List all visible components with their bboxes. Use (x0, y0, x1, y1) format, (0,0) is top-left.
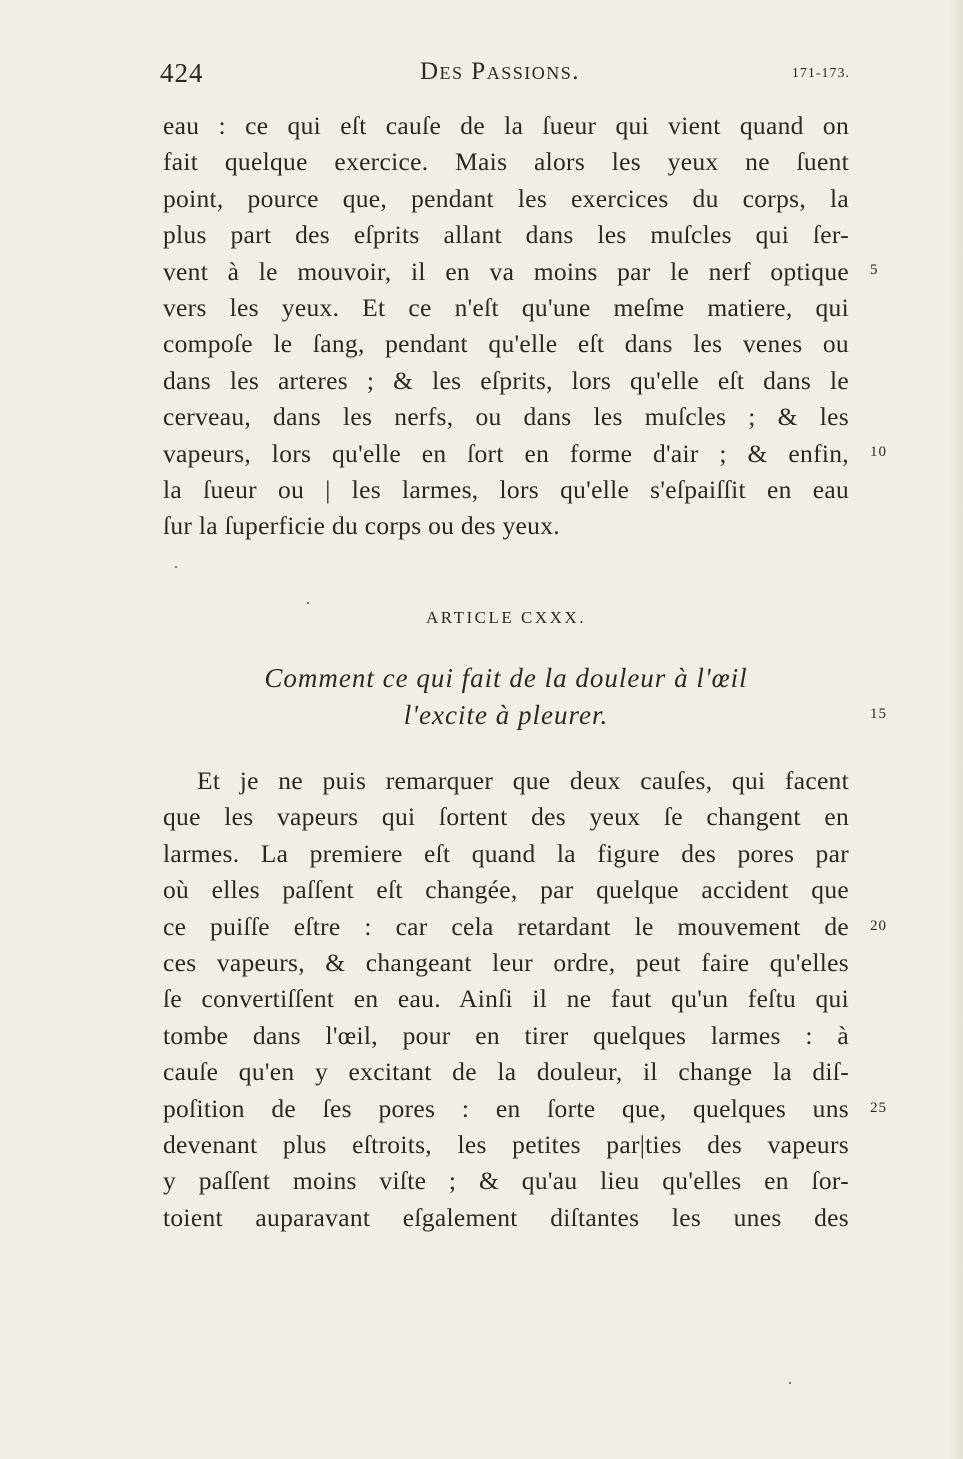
ink-speck (789, 1382, 791, 1384)
text-line: plus part des eſprits allant dans les muſcles qui ſer- (163, 220, 849, 250)
text-line: eau : ce qui eſt cauſe de la ſueur qui vient quand on (163, 111, 849, 140)
paragraph-continued (163, 108, 849, 545)
ink-speck (307, 602, 309, 604)
line-number: 25 (870, 1100, 887, 1116)
article-heading: ARTICLE CXXX. (426, 608, 586, 627)
text-line: point, pource que, pendant les exercices du corps, la (163, 183, 849, 213)
text-line: que les vapeurs qui ſortent des yeux ſe changent en (163, 802, 849, 832)
article-title-line: l'excite à pleurer. (403, 700, 609, 730)
line-number: 20 (870, 918, 887, 934)
text-line: où elles paſſent eſt changée, par quelque accident que (163, 875, 849, 905)
text-line: la ſueur ou | les larmes, lors qu'elle s'eſpaiſſit en eau (163, 474, 849, 504)
text-line: toient auparavant eſgalement diſtantes les unes des (163, 1202, 849, 1232)
text-line: ces vapeurs, & changeant leur ordre, peut faire qu'elles (163, 947, 849, 977)
page-edge (949, 0, 963, 1459)
article-paragraph (163, 763, 849, 1236)
text-line: vapeurs, lors qu'elle en ſort en forme d'air ; & enfin, (163, 438, 849, 468)
text-line: Et je ne puis remarquer que deux cauſes, qui facent (197, 766, 849, 795)
article-reference: 171-173. (791, 66, 850, 81)
text-line: compoſe le ſang, pendant qu'elle eſt dans les venes ou (163, 329, 849, 359)
page-number: 424 (160, 58, 204, 88)
text-line: cerveau, dans les nerfs, ou dans les muſcles ; & les (163, 402, 849, 432)
page-header (160, 58, 850, 92)
text-line: vent à le mouvoir, il en va moins par le nerf optique (163, 256, 849, 286)
text-line: cauſe qu'en y excitant de la douleur, il change la diſ- (163, 1057, 849, 1087)
text-line: larmes. La premiere eſt quand la figure des pores par (163, 838, 849, 868)
line-number: 15 (870, 706, 887, 722)
text-line: dans les arteres ; & les eſprits, lors qu'elle eſt dans le (163, 365, 849, 395)
text-line: poſition de ſes pores : en ſorte que, quelques uns (163, 1093, 849, 1123)
text-line: y paſſent moins viſte ; & qu'au lieu qu'elles en ſor- (163, 1166, 849, 1196)
text-line: ſur la ſuperficie du corps ou des yeux. (163, 511, 560, 541)
article-title-line: Comment ce qui fait de la douleur à l'œil (264, 663, 748, 693)
text-line: ce puiſſe eſtre : car cela retardant le mouvement de (163, 911, 849, 941)
text-line: fait quelque exercice. Mais alors les yeux ne ſuent (163, 147, 849, 177)
ink-speck (175, 566, 177, 568)
text-line: devenant plus eſtroits, les petites par|ties des vapeurs (163, 1129, 849, 1159)
text-line: vers les yeux. Et ce n'eſt qu'une meſme matiere, qui (163, 292, 849, 322)
line-number: 5 (870, 262, 879, 278)
line-number: 10 (870, 444, 887, 460)
text-line: tombe dans l'œil, pour en tirer quelques larmes : à (163, 1020, 849, 1050)
text-line: ſe convertiſſent en eau. Ainſi il ne faut qu'un feſtu qui (163, 984, 849, 1014)
running-title: Des Passions. (420, 58, 580, 85)
